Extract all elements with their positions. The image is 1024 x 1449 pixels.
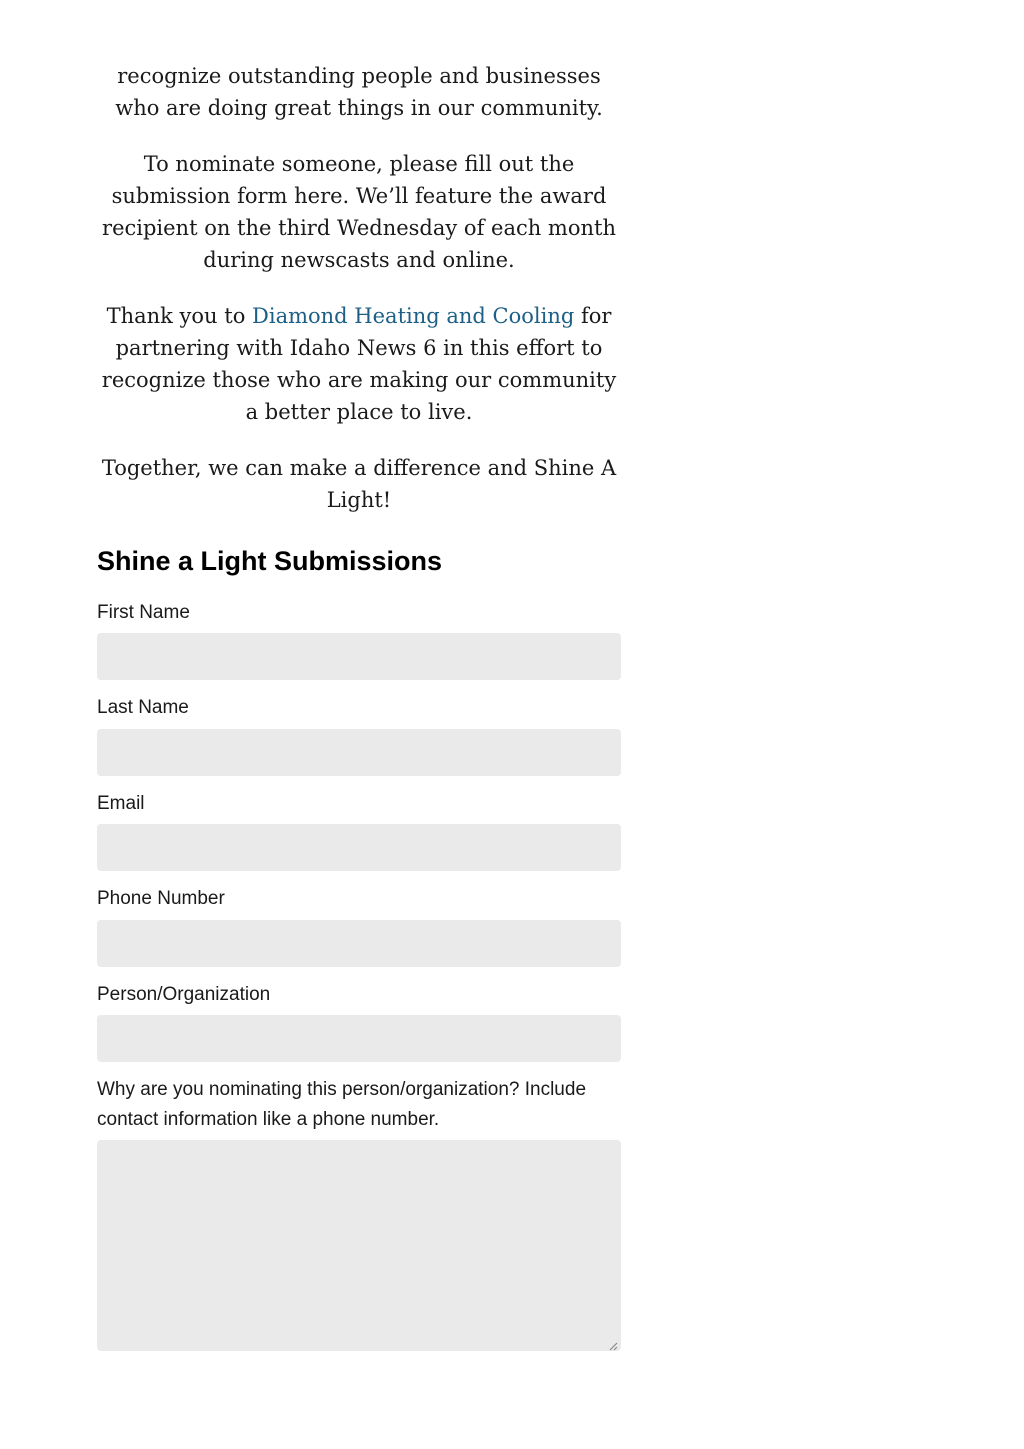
first-name-label: First Name: [97, 602, 190, 623]
last-name-input[interactable]: [97, 729, 621, 776]
nomination-reason-label: Why are you nominating this person/organization? Include contact information like a phone number.: [97, 1079, 587, 1130]
first-name-input[interactable]: [97, 633, 621, 680]
sponsor-link[interactable]: Diamond Heating and Cooling: [252, 304, 575, 328]
sponsor-text-before: Thank you to: [106, 304, 253, 328]
person-organization-input[interactable]: [97, 1015, 621, 1062]
form-title: Shine a Light Submissions: [97, 546, 443, 576]
email-input[interactable]: [97, 824, 621, 871]
article-paragraph-intro: recognize outstanding people and businesses who are doing great things in our community.: [115, 64, 603, 120]
email-label: Email: [97, 793, 145, 814]
article-paragraph-nominate: To nominate someone, please fill out the submission form here. We’ll feature the award recipient on the third Wednesday of each month during newscasts and online.: [102, 152, 616, 272]
last-name-label: Last Name: [97, 697, 189, 718]
nomination-reason-textarea[interactable]: [97, 1140, 621, 1351]
phone-number-label: Phone Number: [97, 888, 225, 909]
article-paragraph-sponsor: [97, 300, 621, 428]
article-paragraph-closing: Together, we can make a difference and Shine A Light!: [101, 456, 617, 512]
person-organization-label: Person/Organization: [97, 984, 271, 1005]
sponsor-text-after: for partnering with Idaho News 6 in this effort to recognize those who are making our community a better place to live.: [101, 304, 617, 424]
phone-number-input[interactable]: [97, 920, 621, 967]
textarea-resize-icon[interactable]: [608, 1341, 618, 1351]
